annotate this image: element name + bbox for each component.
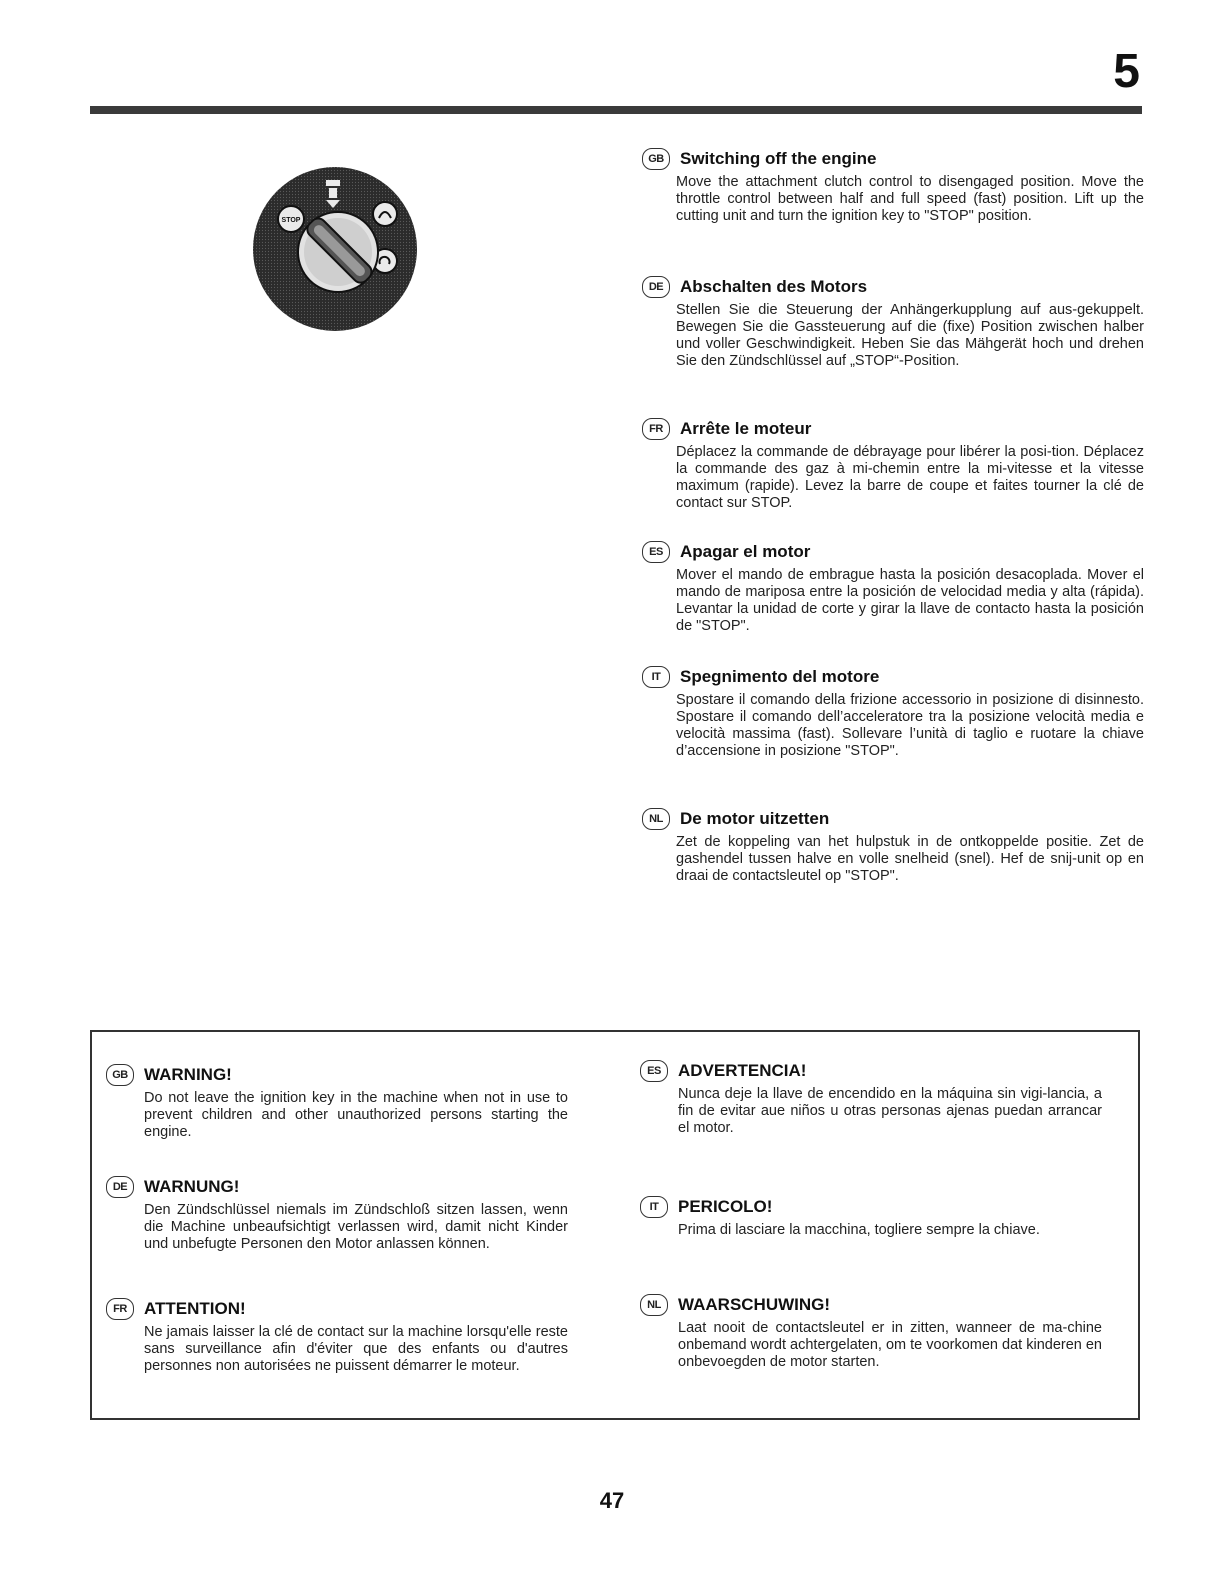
section-fr xyxy=(642,418,1144,512)
warning-body: Do not leave the ignition key in the machine when not in use to prevent children and other unauthorized persons starting the engine. xyxy=(144,1090,568,1140)
warning-title: ADVERTENCIA! xyxy=(678,1061,807,1080)
lang-badge-fr: FR xyxy=(642,418,670,440)
header-rule xyxy=(90,106,1142,114)
warning-de xyxy=(106,1176,568,1253)
section-title: Arrête le moteur xyxy=(680,419,812,438)
warning-body: Den Zündschlüssel niemals im Zündschloß sitzen lassen, wenn die Machine unbeaufsichtigt verlassen wird, damit nicht Kinder und unbefugte Personen den Motor anlassen können. xyxy=(144,1202,568,1252)
lang-badge-fr: FR xyxy=(106,1298,134,1320)
section-it xyxy=(642,666,1144,760)
section-title: Spegnimento del motore xyxy=(680,667,880,686)
warning-es xyxy=(640,1060,1102,1137)
lang-badge-nl: NL xyxy=(640,1294,668,1316)
section-title: Abschalten des Motors xyxy=(680,277,868,296)
warning-title: WAARSCHUWING! xyxy=(678,1295,831,1314)
section-nl xyxy=(642,808,1144,885)
section-title: Switching off the engine xyxy=(680,149,877,168)
lang-badge-gb: GB xyxy=(106,1064,134,1086)
warning-gb xyxy=(106,1064,568,1141)
lang-badge-es: ES xyxy=(642,541,670,563)
stop-label: STOP xyxy=(281,217,301,224)
section-body: Stellen Sie die Steuerung der Anhängerkupplung auf aus-gekuppelt. Bewegen Sie die Gassteuerung auf die (fixe) Position zwischen halber und voller Geschwindigkeit. Heben Sie das Mähgerät hoch und drehen Sie den Zündschlüssel auf „STOP“-Position. xyxy=(676,302,1144,369)
section-body: Déplacez la commande de débrayage pour libérer la posi-tion. Déplacez la commande des gaz à mi-chemin entre la mi-vitesse et la vitesse maximum (rapide). Levez la barre de coupe et faites tourner la clé de contact sur STOP. xyxy=(676,444,1144,511)
warning-body: Nunca deje la llave de encendido en la máquina sin vigi-lancia, a fin de evitar aue niños u otras personas ajenas puedan arrancar el motor. xyxy=(678,1086,1102,1136)
warning-title: ATTENTION! xyxy=(144,1299,246,1318)
section-title: De motor uitzetten xyxy=(680,809,830,828)
section-es xyxy=(642,541,1144,635)
section-de xyxy=(642,276,1144,370)
chapter-number: 5 xyxy=(1113,45,1140,98)
ignition-switch-figure xyxy=(252,166,418,332)
warning-nl xyxy=(640,1294,1102,1371)
lang-badge-es: ES xyxy=(640,1060,668,1082)
lang-badge-de: DE xyxy=(642,276,670,298)
lang-badge-it: IT xyxy=(642,666,670,688)
lang-badge-it: IT xyxy=(640,1196,668,1218)
turtle-icon xyxy=(373,202,397,226)
lang-badge-de: DE xyxy=(106,1176,134,1198)
stop-icon xyxy=(278,206,304,232)
section-body: Zet de koppeling van het hulpstuk in de ontkoppelde positie. Zet de gashendel tussen halve en volle snelheid (snel). Hef de snij-unit op en draai de contactsleutel op "STOP". xyxy=(676,834,1144,884)
section-body: Mover el mando de embrague hasta la posición desacoplada. Mover el mando de mariposa entre la posición de velocidad media y alta (rápida). Levantar la unidad de corte y girar la llave de contacto hasta la posición de "STOP". xyxy=(676,567,1144,634)
warning-title: WARNUNG! xyxy=(144,1177,240,1196)
section-title: Apagar el motor xyxy=(680,542,811,561)
warning-body: Ne jamais laisser la clé de contact sur la machine lorsqu'elle reste sans surveillance afin d'éviter que des enfants ou d'autres personnes non autorisées ne puissent démarrer le moteur. xyxy=(144,1324,568,1374)
page-number: 47 xyxy=(599,1488,625,1513)
lang-badge-gb: GB xyxy=(642,148,670,170)
ignition-key-icon xyxy=(298,212,378,292)
lang-badge-nl: NL xyxy=(642,808,670,830)
section-body: Move the attachment clutch control to disengaged position. Move the throttle control between half and full speed (fast) position. Lift up the cutting unit and turn the ignition key to "STOP" position. xyxy=(676,174,1144,224)
warning-body: Laat nooit de contactsleutel er in zitten, wanneer de ma-chine onbemand wordt achtergelaten, om te voorkomen dat kinderen en onbevoegden de motor starten. xyxy=(678,1320,1102,1370)
section-body: Spostare il comando della frizione accessorio in posizione di disinnesto. Spostare il comando dell’acceleratore tra la posizione velocità media e velocità massima (fast). Sollevare l’unità di taglio e ruotare la chiave d’accensione in posizione "STOP". xyxy=(676,692,1144,759)
warning-box xyxy=(90,1030,1140,1420)
warning-fr xyxy=(106,1298,568,1375)
warning-it xyxy=(640,1196,1102,1239)
warning-title: WARNING! xyxy=(144,1065,232,1084)
warning-body: Prima di lasciare la macchina, togliere sempre la chiave. xyxy=(678,1222,1040,1238)
section-gb xyxy=(642,148,1144,225)
warning-title: PERICOLO! xyxy=(678,1197,773,1216)
